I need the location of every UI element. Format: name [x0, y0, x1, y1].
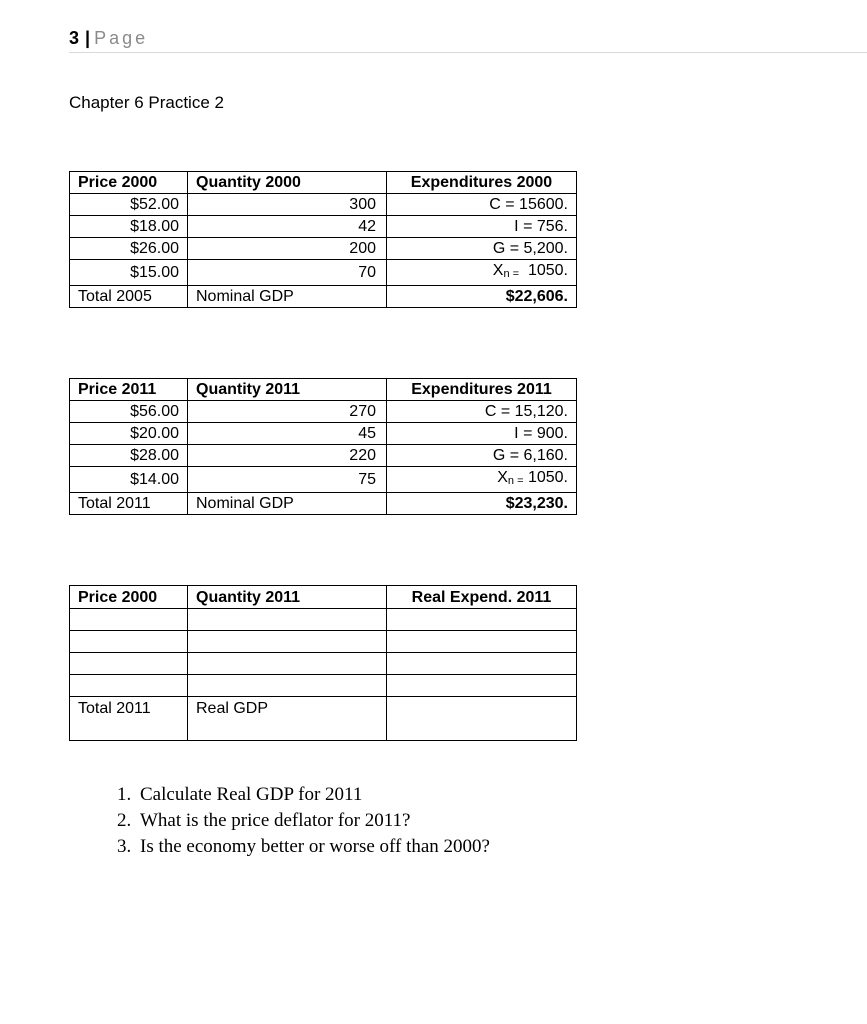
header-expenditures: Expenditures 2011 — [387, 379, 577, 401]
expenditure-cell — [387, 260, 577, 286]
header-expenditures: Expenditures 2000 — [387, 172, 577, 194]
price-cell: $20.00 — [70, 423, 188, 445]
expenditure-cell: G = 5,200. — [387, 238, 577, 260]
price-cell: $26.00 — [70, 238, 188, 260]
table-row — [70, 445, 577, 467]
net-exports-value: 1050. — [527, 262, 568, 279]
expenditure-cell: I = 900. — [387, 423, 577, 445]
quantity-cell: 42 — [188, 216, 387, 238]
page-header — [69, 28, 148, 49]
total-label: Total 2011 — [70, 493, 188, 515]
blank-cell — [188, 653, 387, 675]
net-exports-subscript: n = — [503, 268, 520, 280]
quantity-cell: 70 — [188, 260, 387, 286]
net-exports-subscript: n = — [507, 475, 524, 487]
blank-cell — [70, 631, 188, 653]
total-value-blank — [387, 697, 577, 741]
table-header-row — [70, 586, 577, 609]
blank-cell — [387, 653, 577, 675]
quantity-cell: 270 — [188, 401, 387, 423]
question-item: 3. Is the economy better or worse off than 2000? — [136, 834, 490, 860]
blank-cell — [188, 631, 387, 653]
total-row — [70, 286, 577, 308]
price-cell: $52.00 — [70, 194, 188, 216]
blank-row — [70, 653, 577, 675]
price-cell: $14.00 — [70, 467, 188, 493]
header-quantity: Quantity 2011 — [188, 379, 387, 401]
blank-cell — [387, 609, 577, 631]
blank-cell — [387, 631, 577, 653]
total-row — [70, 697, 577, 741]
blank-cell — [188, 675, 387, 697]
table-row — [70, 423, 577, 445]
table-header-row — [70, 172, 577, 194]
total-label: Total 2011 — [70, 697, 188, 741]
table-row — [70, 238, 577, 260]
total-measure: Nominal GDP — [188, 286, 387, 308]
table-2011 — [69, 378, 577, 515]
net-exports-value: 1050. — [527, 469, 568, 486]
table-header-row — [70, 379, 577, 401]
blank-cell — [70, 609, 188, 631]
expenditure-cell: C = 15,120. — [387, 401, 577, 423]
total-label: Total 2005 — [70, 286, 188, 308]
quantity-cell: 220 — [188, 445, 387, 467]
header-quantity: Quantity 2011 — [188, 586, 387, 609]
expenditure-cell: C = 15600. — [387, 194, 577, 216]
total-row — [70, 493, 577, 515]
blank-cell — [70, 653, 188, 675]
header-quantity: Quantity 2000 — [188, 172, 387, 194]
blank-cell — [70, 675, 188, 697]
table-row — [70, 260, 577, 286]
quantity-cell: 300 — [188, 194, 387, 216]
question-list — [96, 782, 490, 860]
table-row — [70, 467, 577, 493]
price-cell: $28.00 — [70, 445, 188, 467]
header-rule — [69, 52, 867, 53]
expenditure-cell: G = 6,160. — [387, 445, 577, 467]
quantity-cell: 200 — [188, 238, 387, 260]
header-separator: | — [85, 28, 91, 48]
chapter-title: Chapter 6 Practice 2 — [69, 93, 224, 112]
table-row — [70, 216, 577, 238]
total-value: $23,230. — [387, 493, 577, 515]
table-row — [70, 194, 577, 216]
blank-row — [70, 675, 577, 697]
header-price: Price 2000 — [70, 172, 188, 194]
table-2000 — [69, 171, 577, 308]
quantity-cell: 45 — [188, 423, 387, 445]
total-measure: Real GDP — [188, 697, 387, 741]
blank-row — [70, 631, 577, 653]
blank-row — [70, 609, 577, 631]
table-row — [70, 401, 577, 423]
page-word: Page — [94, 28, 149, 48]
header-price: Price 2000 — [70, 586, 188, 609]
table-real-gdp — [69, 585, 577, 741]
net-exports-symbol: X — [492, 262, 504, 279]
price-cell: $15.00 — [70, 260, 188, 286]
quantity-cell: 75 — [188, 467, 387, 493]
page-number: 3 — [69, 28, 80, 48]
expenditure-cell — [387, 467, 577, 493]
header-price: Price 2011 — [70, 379, 188, 401]
total-value: $22,606. — [387, 286, 577, 308]
price-cell: $56.00 — [70, 401, 188, 423]
question-item: 2. What is the price deflator for 2011? — [136, 808, 490, 834]
question-item: 1. Calculate Real GDP for 2011 — [136, 782, 490, 808]
net-exports-symbol: X — [497, 469, 508, 486]
price-cell: $18.00 — [70, 216, 188, 238]
expenditure-cell: I = 756. — [387, 216, 577, 238]
total-measure: Nominal GDP — [188, 493, 387, 515]
header-real-expenditures: Real Expend. 2011 — [387, 586, 577, 609]
blank-cell — [188, 609, 387, 631]
blank-cell — [387, 675, 577, 697]
